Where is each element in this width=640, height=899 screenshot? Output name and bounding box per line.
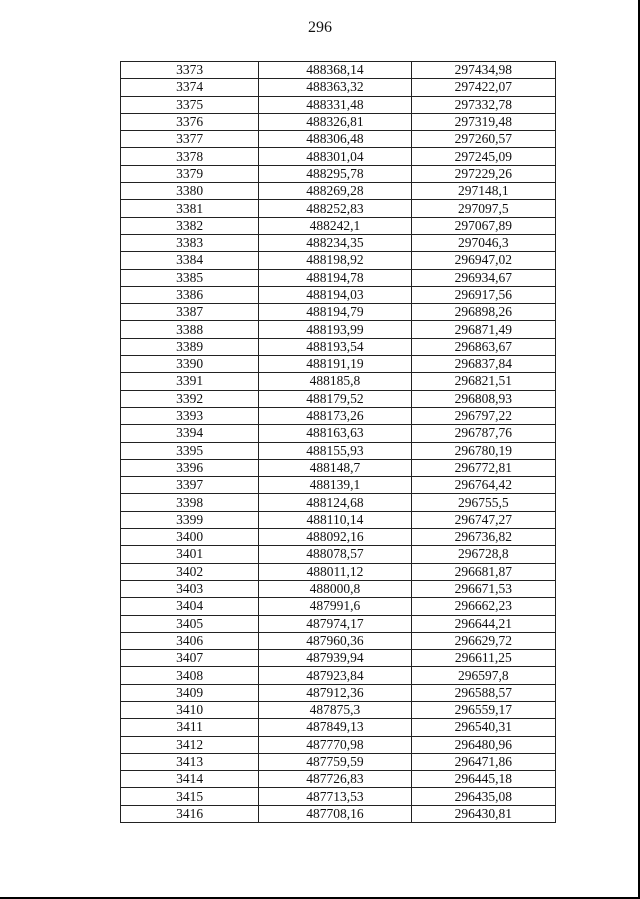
point-number-cell: 3407 [121,650,259,667]
table-row [121,598,556,615]
y-coordinate-cell: 296644,21 [411,615,555,632]
x-coordinate-cell: 488078,57 [259,546,411,563]
point-number-cell: 3398 [121,494,259,511]
table-row [121,529,556,546]
point-number-cell: 3402 [121,563,259,580]
x-coordinate-cell: 487939,94 [259,650,411,667]
y-coordinate-cell: 297434,98 [411,62,555,79]
x-coordinate-cell: 487923,84 [259,667,411,684]
point-number-cell: 3379 [121,165,259,182]
y-coordinate-cell: 296787,76 [411,425,555,442]
point-number-cell: 3374 [121,79,259,96]
y-coordinate-cell: 297332,78 [411,96,555,113]
point-number-cell: 3377 [121,131,259,148]
x-coordinate-cell: 488193,99 [259,321,411,338]
point-number-cell: 3385 [121,269,259,286]
x-coordinate-cell: 488306,48 [259,131,411,148]
table-row [121,113,556,130]
y-coordinate-cell: 296540,31 [411,719,555,736]
table-row [121,736,556,753]
x-coordinate-cell: 488173,26 [259,407,411,424]
page-number: 296 [308,19,332,36]
x-coordinate-cell: 488234,35 [259,234,411,251]
x-coordinate-cell: 488139,1 [259,477,411,494]
point-number-cell: 3408 [121,667,259,684]
table-row [121,338,556,355]
point-number-cell: 3413 [121,753,259,770]
table-row [121,580,556,597]
x-coordinate-cell: 488000,8 [259,580,411,597]
y-coordinate-cell: 297097,5 [411,200,555,217]
y-coordinate-cell: 296747,27 [411,511,555,528]
table-row [121,667,556,684]
y-coordinate-cell: 296629,72 [411,632,555,649]
table-row [121,477,556,494]
x-coordinate-cell: 488301,04 [259,148,411,165]
point-number-cell: 3382 [121,217,259,234]
x-coordinate-cell: 488198,92 [259,252,411,269]
table-row [121,131,556,148]
x-coordinate-cell: 488252,83 [259,200,411,217]
table-row [121,650,556,667]
point-number-cell: 3383 [121,234,259,251]
y-coordinate-cell: 296917,56 [411,286,555,303]
y-coordinate-cell: 297319,48 [411,113,555,130]
x-coordinate-cell: 487726,83 [259,771,411,788]
point-number-cell: 3390 [121,356,259,373]
x-coordinate-cell: 487875,3 [259,701,411,718]
table-row [121,148,556,165]
y-coordinate-cell: 296764,42 [411,477,555,494]
y-coordinate-cell: 296559,17 [411,701,555,718]
point-number-cell: 3412 [121,736,259,753]
y-coordinate-cell: 297422,07 [411,79,555,96]
table-row [121,494,556,511]
table-row [121,701,556,718]
y-coordinate-cell: 297260,57 [411,131,555,148]
x-coordinate-cell: 488110,14 [259,511,411,528]
table-row [121,165,556,182]
point-number-cell: 3397 [121,477,259,494]
table-row [121,200,556,217]
table-row [121,459,556,476]
table-row [121,373,556,390]
x-coordinate-cell: 487960,36 [259,632,411,649]
coordinates-table-body [121,62,556,823]
point-number-cell: 3381 [121,200,259,217]
table-row [121,632,556,649]
point-number-cell: 3404 [121,598,259,615]
table-row [121,425,556,442]
y-coordinate-cell: 297229,26 [411,165,555,182]
y-coordinate-cell: 296837,84 [411,356,555,373]
point-number-cell: 3405 [121,615,259,632]
table-row [121,356,556,373]
x-coordinate-cell: 488124,68 [259,494,411,511]
point-number-cell: 3391 [121,373,259,390]
table-row [121,771,556,788]
y-coordinate-cell: 296736,82 [411,529,555,546]
y-coordinate-cell: 297148,1 [411,183,555,200]
point-number-cell: 3416 [121,805,259,822]
table-row [121,321,556,338]
x-coordinate-cell: 487974,17 [259,615,411,632]
x-coordinate-cell: 488295,78 [259,165,411,182]
table-row [121,511,556,528]
y-coordinate-cell: 296597,8 [411,667,555,684]
x-coordinate-cell: 488194,03 [259,286,411,303]
x-coordinate-cell: 488331,48 [259,96,411,113]
table-row [121,684,556,701]
table-row [121,390,556,407]
point-number-cell: 3406 [121,632,259,649]
point-number-cell: 3375 [121,96,259,113]
table-row [121,217,556,234]
y-coordinate-cell: 296821,51 [411,373,555,390]
table-row [121,252,556,269]
y-coordinate-cell: 296435,08 [411,788,555,805]
table-row [121,753,556,770]
y-coordinate-cell: 296780,19 [411,442,555,459]
point-number-cell: 3410 [121,701,259,718]
table-row [121,183,556,200]
y-coordinate-cell: 296863,67 [411,338,555,355]
y-coordinate-cell: 296611,25 [411,650,555,667]
table-row [121,563,556,580]
x-coordinate-cell: 487991,6 [259,598,411,615]
point-number-cell: 3393 [121,407,259,424]
point-number-cell: 3384 [121,252,259,269]
table-row [121,788,556,805]
x-coordinate-cell: 488163,63 [259,425,411,442]
x-coordinate-cell: 488193,54 [259,338,411,355]
x-coordinate-cell: 488242,1 [259,217,411,234]
point-number-cell: 3414 [121,771,259,788]
x-coordinate-cell: 488011,12 [259,563,411,580]
point-number-cell: 3403 [121,580,259,597]
point-number-cell: 3409 [121,684,259,701]
point-number-cell: 3395 [121,442,259,459]
y-coordinate-cell: 296588,57 [411,684,555,701]
table-row [121,62,556,79]
x-coordinate-cell: 487759,59 [259,753,411,770]
x-coordinate-cell: 488363,32 [259,79,411,96]
x-coordinate-cell: 488179,52 [259,390,411,407]
x-coordinate-cell: 488194,78 [259,269,411,286]
x-coordinate-cell: 488092,16 [259,529,411,546]
x-coordinate-cell: 488326,81 [259,113,411,130]
point-number-cell: 3386 [121,286,259,303]
y-coordinate-cell: 296934,67 [411,269,555,286]
coordinates-table [120,61,556,823]
x-coordinate-cell: 488368,14 [259,62,411,79]
x-coordinate-cell: 488191,19 [259,356,411,373]
table-row [121,546,556,563]
y-coordinate-cell: 296681,87 [411,563,555,580]
x-coordinate-cell: 488185,8 [259,373,411,390]
y-coordinate-cell: 296480,96 [411,736,555,753]
y-coordinate-cell: 296471,86 [411,753,555,770]
point-number-cell: 3378 [121,148,259,165]
x-coordinate-cell: 487708,16 [259,805,411,822]
point-number-cell: 3399 [121,511,259,528]
y-coordinate-cell: 297245,09 [411,148,555,165]
point-number-cell: 3392 [121,390,259,407]
y-coordinate-cell: 296445,18 [411,771,555,788]
y-coordinate-cell: 296671,53 [411,580,555,597]
point-number-cell: 3396 [121,459,259,476]
y-coordinate-cell: 296871,49 [411,321,555,338]
point-number-cell: 3387 [121,304,259,321]
point-number-cell: 3376 [121,113,259,130]
x-coordinate-cell: 487713,53 [259,788,411,805]
y-coordinate-cell: 296797,22 [411,407,555,424]
point-number-cell: 3411 [121,719,259,736]
table-row [121,286,556,303]
x-coordinate-cell: 488155,93 [259,442,411,459]
point-number-cell: 3415 [121,788,259,805]
table-row [121,719,556,736]
y-coordinate-cell: 296430,81 [411,805,555,822]
table-row [121,79,556,96]
x-coordinate-cell: 487912,36 [259,684,411,701]
point-number-cell: 3401 [121,546,259,563]
y-coordinate-cell: 296898,26 [411,304,555,321]
y-coordinate-cell: 297067,89 [411,217,555,234]
x-coordinate-cell: 488148,7 [259,459,411,476]
x-coordinate-cell: 488269,28 [259,183,411,200]
y-coordinate-cell: 296755,5 [411,494,555,511]
y-coordinate-cell: 296662,23 [411,598,555,615]
point-number-cell: 3388 [121,321,259,338]
point-number-cell: 3380 [121,183,259,200]
x-coordinate-cell: 487770,98 [259,736,411,753]
point-number-cell: 3394 [121,425,259,442]
y-coordinate-cell: 297046,3 [411,234,555,251]
table-row [121,304,556,321]
point-number-cell: 3400 [121,529,259,546]
table-row [121,234,556,251]
y-coordinate-cell: 296808,93 [411,390,555,407]
table-row [121,615,556,632]
point-number-cell: 3373 [121,62,259,79]
x-coordinate-cell: 488194,79 [259,304,411,321]
table-row [121,96,556,113]
table-row [121,805,556,822]
y-coordinate-cell: 296728,8 [411,546,555,563]
y-coordinate-cell: 296772,81 [411,459,555,476]
y-coordinate-cell: 296947,02 [411,252,555,269]
x-coordinate-cell: 487849,13 [259,719,411,736]
point-number-cell: 3389 [121,338,259,355]
table-row [121,442,556,459]
table-row [121,269,556,286]
table-row [121,407,556,424]
